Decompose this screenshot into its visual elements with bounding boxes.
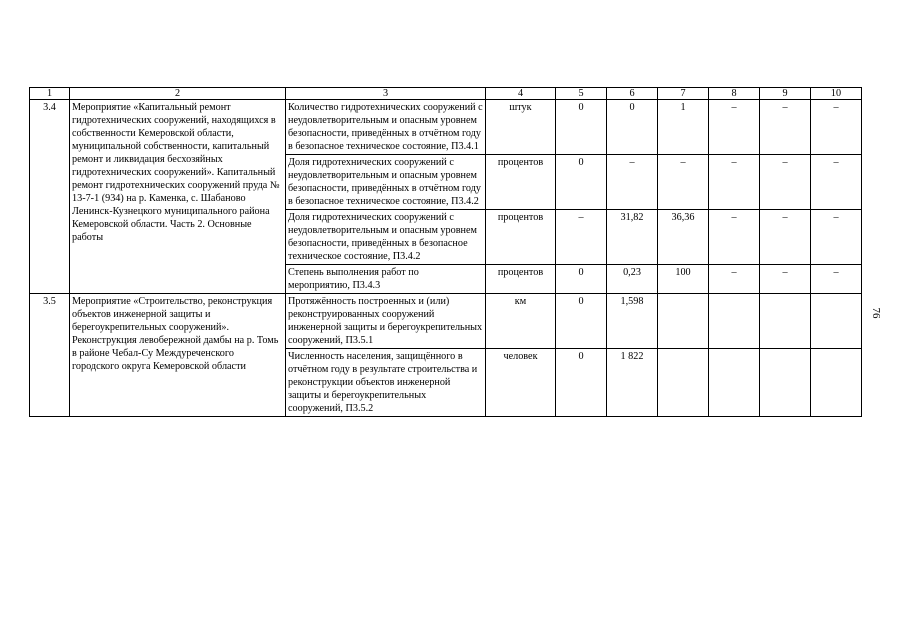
header-cell: 10 — [811, 88, 862, 100]
indicator-name: Доля гидротехнических сооружений с неудовлетворительным и опасным уровнем безопасности, приведённых в безопасное техническое состояние, П3.4.2 — [286, 210, 486, 265]
table-row — [30, 294, 862, 349]
header-cell: 7 — [658, 88, 709, 100]
value-cell: – — [760, 265, 811, 294]
header-cell: 1 — [30, 88, 70, 100]
value-cell: 0 — [556, 100, 607, 155]
value-cell: – — [811, 100, 862, 155]
value-cell: – — [709, 265, 760, 294]
event-description: Мероприятие «Капитальный ремонт гидротехнических сооружений, находящихся в собственности Кемеровской области, муниципальной собственности, капитальный ремонт и ликвидация бесхозяйных гидротехнических сооружений». Капитальный ремонт гидротехнических сооружений пруда № 13-7-1 (934) на р. Каменка, с. Шабаново Ленинск-Кузнецкого муниципального района Кемеровской области. Часть 2. Основные работы — [70, 100, 286, 294]
value-cell — [709, 294, 760, 349]
value-cell: 0 — [607, 100, 658, 155]
header-cell: 6 — [607, 88, 658, 100]
indicators-table — [29, 87, 862, 417]
indicator-unit: штук — [486, 100, 556, 155]
header-cell: 8 — [709, 88, 760, 100]
row-number: 3.5 — [30, 294, 70, 417]
value-cell — [811, 349, 862, 417]
value-cell: – — [760, 210, 811, 265]
value-cell: 0 — [556, 155, 607, 210]
value-cell: 1 822 — [607, 349, 658, 417]
indicator-name: Протяжённость построенных и (или) реконструированных сооружений инженерной защиты и берегоукрепительных сооружений, П3.5.1 — [286, 294, 486, 349]
value-cell: 31,82 — [607, 210, 658, 265]
value-cell: – — [811, 265, 862, 294]
header-cell: 9 — [760, 88, 811, 100]
indicator-unit: процентов — [486, 210, 556, 265]
event-description: Мероприятие «Строительство, реконструкция объектов инженерной защиты и берегоукрепительных сооружений». Реконструкция левобережной дамбы на р. Томь в районе Чебал-Су Междуреченского городского округа Кемеровской области — [70, 294, 286, 417]
value-cell — [760, 294, 811, 349]
value-cell: 36,36 — [658, 210, 709, 265]
value-cell: 100 — [658, 265, 709, 294]
header-cell: 2 — [70, 88, 286, 100]
value-cell — [658, 294, 709, 349]
value-cell: 1,598 — [607, 294, 658, 349]
page-number: 76 — [870, 307, 882, 319]
indicator-name: Доля гидротехнических сооружений с неудовлетворительным и опасным уровнем безопасности, приведённых в отчётном году в безопасное техническое состояние, П3.4.2 — [286, 155, 486, 210]
indicator-unit: процентов — [486, 265, 556, 294]
value-cell: – — [811, 155, 862, 210]
value-cell — [658, 349, 709, 417]
value-cell: – — [709, 100, 760, 155]
value-cell: – — [811, 210, 862, 265]
value-cell: – — [556, 210, 607, 265]
indicator-name: Численность населения, защищённого в отчётном году в результате строительства и реконструкции объектов инженерной защиты и берегоукрепительных сооружений, П3.5.2 — [286, 349, 486, 417]
indicator-unit: человек — [486, 349, 556, 417]
value-cell: – — [709, 210, 760, 265]
value-cell — [811, 294, 862, 349]
value-cell: – — [760, 155, 811, 210]
value-cell: 1 — [658, 100, 709, 155]
value-cell: 0 — [556, 349, 607, 417]
value-cell: 0 — [556, 294, 607, 349]
value-cell: – — [760, 100, 811, 155]
indicator-unit: км — [486, 294, 556, 349]
header-cell: 5 — [556, 88, 607, 100]
value-cell: – — [607, 155, 658, 210]
table-row — [30, 100, 862, 155]
value-cell: – — [658, 155, 709, 210]
indicator-name: Количество гидротехнических сооружений с неудовлетворительным и опасным уровнем безопасности, приведённых в отчётном году в безопасное техническое состояние, П3.4.1 — [286, 100, 486, 155]
header-cell: 4 — [486, 88, 556, 100]
value-cell — [760, 349, 811, 417]
row-number: 3.4 — [30, 100, 70, 294]
indicator-unit: процентов — [486, 155, 556, 210]
value-cell: – — [709, 155, 760, 210]
indicator-name: Степень выполнения работ по мероприятию, П3.4.3 — [286, 265, 486, 294]
value-cell: 0 — [556, 265, 607, 294]
value-cell — [709, 349, 760, 417]
value-cell: 0,23 — [607, 265, 658, 294]
table-header-row — [30, 88, 862, 100]
header-cell: 3 — [286, 88, 486, 100]
